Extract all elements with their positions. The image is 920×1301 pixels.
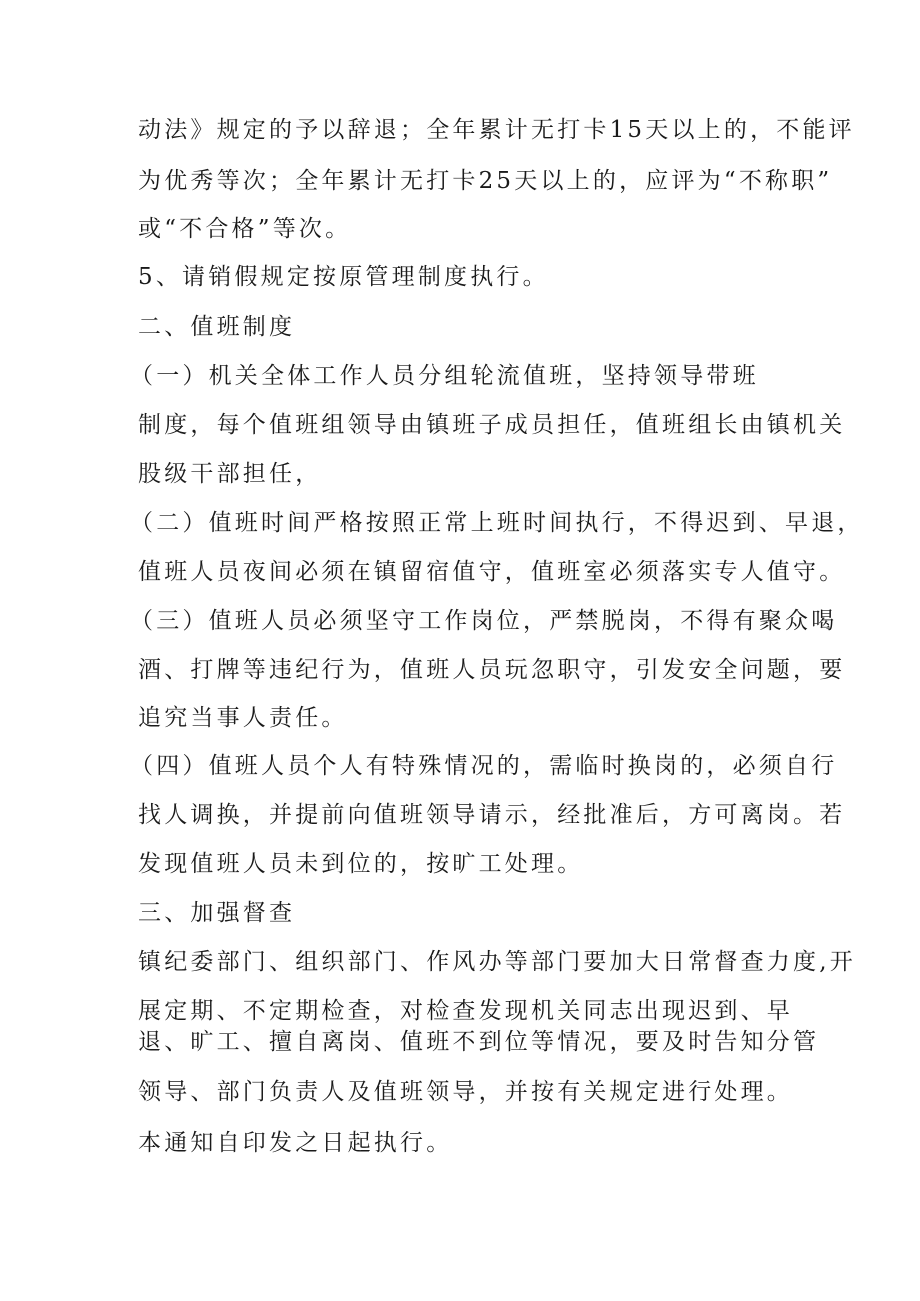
text-line-13: 追究当事人责任。 xyxy=(138,705,348,731)
section-heading-duty: 二、值班制度 xyxy=(138,314,296,340)
text-line-19: 展定期、不定期检查，对检查发现机关同志出现迟到、早 xyxy=(138,998,793,1024)
text-line-20: 退、旷工、擅自离岗、值班不到位等情况，要及时告知分管 xyxy=(138,1029,820,1055)
text-line-2: 为优秀等次；全年累计无打卡25天以上的，应评为“不称职” xyxy=(138,168,833,194)
text-line-7: 制度，每个值班组领导由镇班子成员担任，值班组长由镇机关 xyxy=(138,412,846,438)
text-line-18: 镇纪委部门、组织部门、作风办等部门要加大日常督查力度,开 xyxy=(138,949,856,975)
text-line-15: 找人调换，并提前向值班领导请示，经批准后，方可离岗。若 xyxy=(138,802,846,828)
text-line-14: （四）值班人员个人有特殊情况的，需临时换岗的，必须自行 xyxy=(130,753,838,779)
text-line-22: 本通知自印发之日起执行。 xyxy=(138,1130,453,1156)
text-line-3: 或“不合格”等次。 xyxy=(138,216,352,242)
text-line-11: （三）值班人员必须坚守工作岗位，严禁脱岗，不得有聚众喝 xyxy=(130,608,838,634)
text-line-12: 酒、打牌等违纪行为，值班人员玩忽职守，引发安全问题，要 xyxy=(138,657,846,683)
text-line-21: 领导、部门负责人及值班领导，并按有关规定进行处理。 xyxy=(138,1079,793,1105)
text-line-9: （二）值班时间严格按照正常上班时间执行，不得迟到、早退， xyxy=(130,510,864,536)
text-line-4: 5、请销假规定按原管理制度执行。 xyxy=(138,264,549,290)
text-line-1: 动法》规定的予以辞退；全年累计无打卡15天以上的，不能评 xyxy=(138,117,855,143)
text-line-8: 股级干部担任， xyxy=(138,461,322,487)
text-line-6: （一）机关全体工作人员分组轮流值班，坚持领导带班 xyxy=(130,363,759,389)
text-line-16: 发现值班人员未到位的，按旷工处理。 xyxy=(138,851,584,877)
text-line-10: 值班人员夜间必须在镇留宿值守，值班室必须落实专人值守。 xyxy=(138,559,846,585)
section-heading-supervision: 三、加强督查 xyxy=(138,900,296,926)
